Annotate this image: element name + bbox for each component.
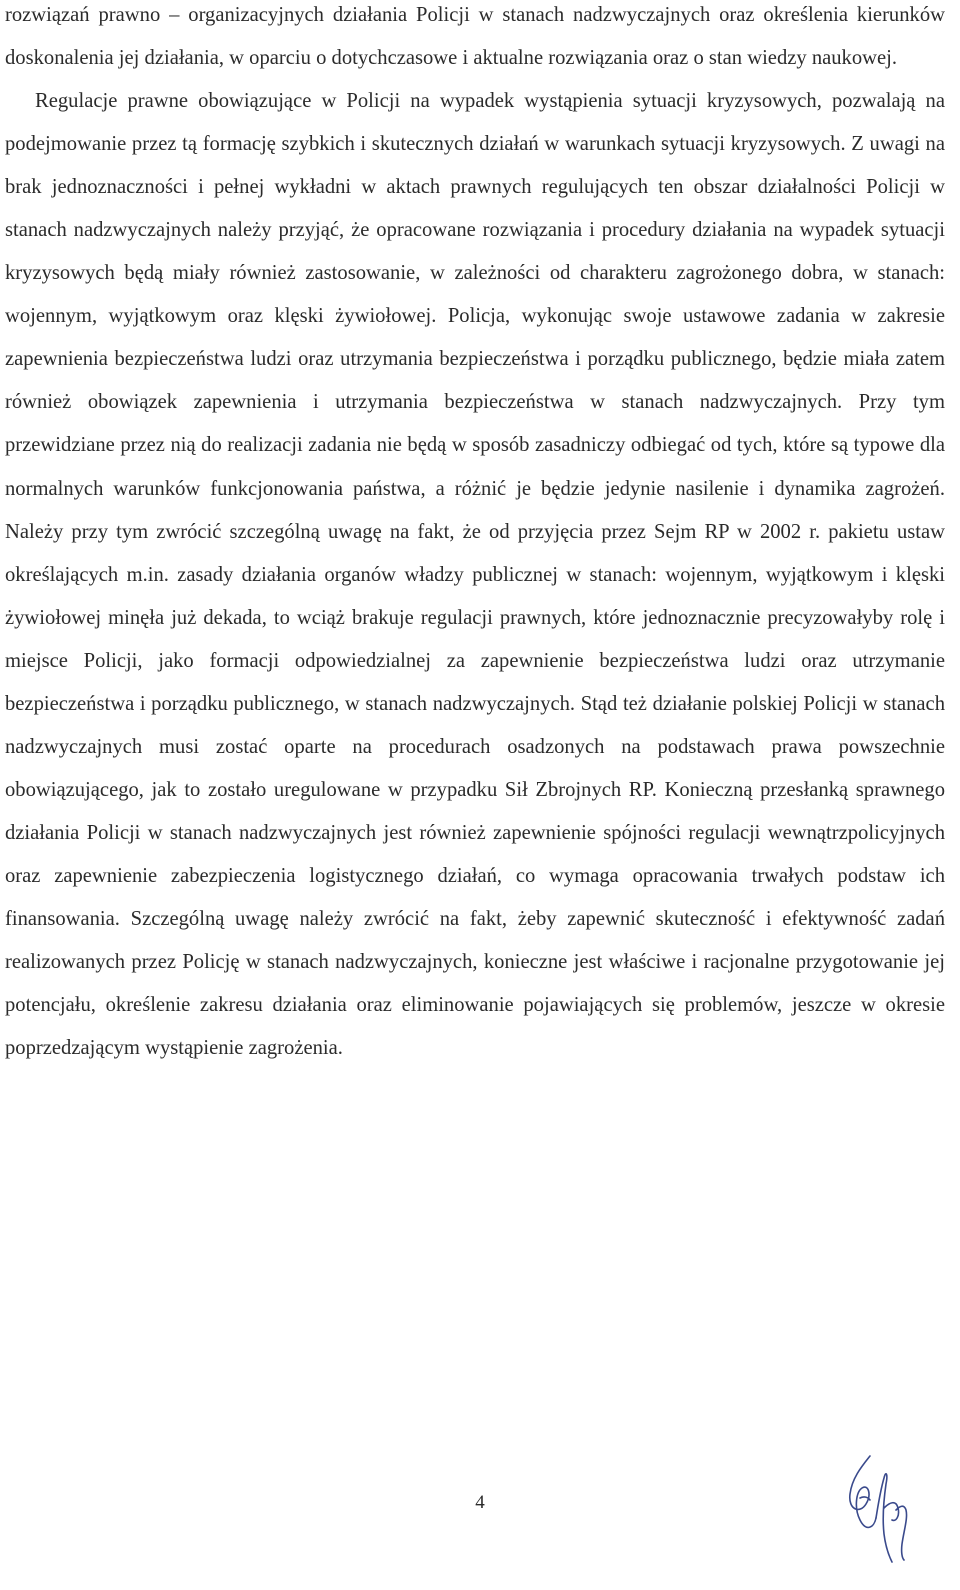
- paragraph-main: Regulacje prawne obowiązujące w Policji na wypadek wystąpienia sytuacji kryzysowych, pozwalają na podejmowanie przez tą formację szybkich i skutecznych działań w warunkach sytuacji kryzysowych. Z uwagi na brak jednoznaczności i pełnej wykładni w aktach prawnych regulujących ten obszar działalności Policji w stanach nadzwyczajnych należy przyjąć, że opracowane rozwiązania i procedury działania na wypadek sytuacji kryzysowych będą miały również zastosowanie, w zależności od charakteru zagrożonego dobra, w stanach: wojennym, wyjątkowym oraz klęski żywiołowej. Policja, wykonując swoje ustawowe zadania w zakresie zapewnienia bezpieczeństwa ludzi oraz utrzymania bezpieczeństwa i porządku publicznego, będzie miała zatem również obowiązek zapewnienia i utrzymania bezpieczeństwa w stanach nadzwyczajnych. Przy tym przewidziane przez nią do realizacji zadania nie będą w sposób zasadniczy odbiegać od tych, które są typowe dla normalnych warunków funkcjonowania państwa, a różnić je będzie jedynie nasilenie i dynamika zagrożeń. Należy przy tym zwrócić szczególną uwagę na fakt, że od przyjęcia przez Sejm RP w 2002 r. pakietu ustaw określających m.in. zasady działania organów władzy publicznej w stanach: wojennym, wyjątkowym i klęski żywiołowej minęła już dekada, to wciąż brakuje regulacji prawnych, które jednoznacznie precyzowałyby rolę i miejsce Policji, jako formacji odpowiedzialnej za zapewnienie bezpieczeństwa ludzi oraz utrzymanie bezpieczeństwa i porządku publicznego, w stanach nadzwyczajnych. Stąd też działanie polskiej Policji w stanach nadzwyczajnych musi zostać oparte na procedurach osadzonych na podstawach prawa powszechnie obowiązującego, jak to zostało uregulowane w przypadku Sił Zbrojnych RP. Konieczną przesłanką sprawnego działania Policji w stanach nadzwyczajnych jest również zapewnienie spójności regulacji wewnątrzpolicyjnych oraz zapewnienie zabezpieczenia logistycznego działań, co wymaga opracowania trwałych podstaw ich finansowania. Szczególną uwagę należy zwrócić na fakt, żeby zapewnić skuteczność i efektywność zadań realizowanych przez Policję w stanach nadzwyczajnych, konieczne jest właściwe i racjonalne przygotowanie jej potencjału, określenie zakresu działania oraz eliminowanie pojawiających się problemów, jeszcze w okresie poprzedzającym wystąpienie zagrożenia.: [5, 90, 945, 1060]
- body-text: [5, 0, 945, 1070]
- page-number: 4: [475, 1492, 485, 1513]
- paragraph-continuation: rozwiązań prawno – organizacyjnych działania Policji w stanach nadzwyczajnych oraz określenia kierunków doskonalenia jej działania, w oparciu o dotychczasowe i aktualne rozwiązania oraz o stan wiedzy naukowej.: [5, 4, 945, 70]
- signature-icon: [840, 1448, 920, 1568]
